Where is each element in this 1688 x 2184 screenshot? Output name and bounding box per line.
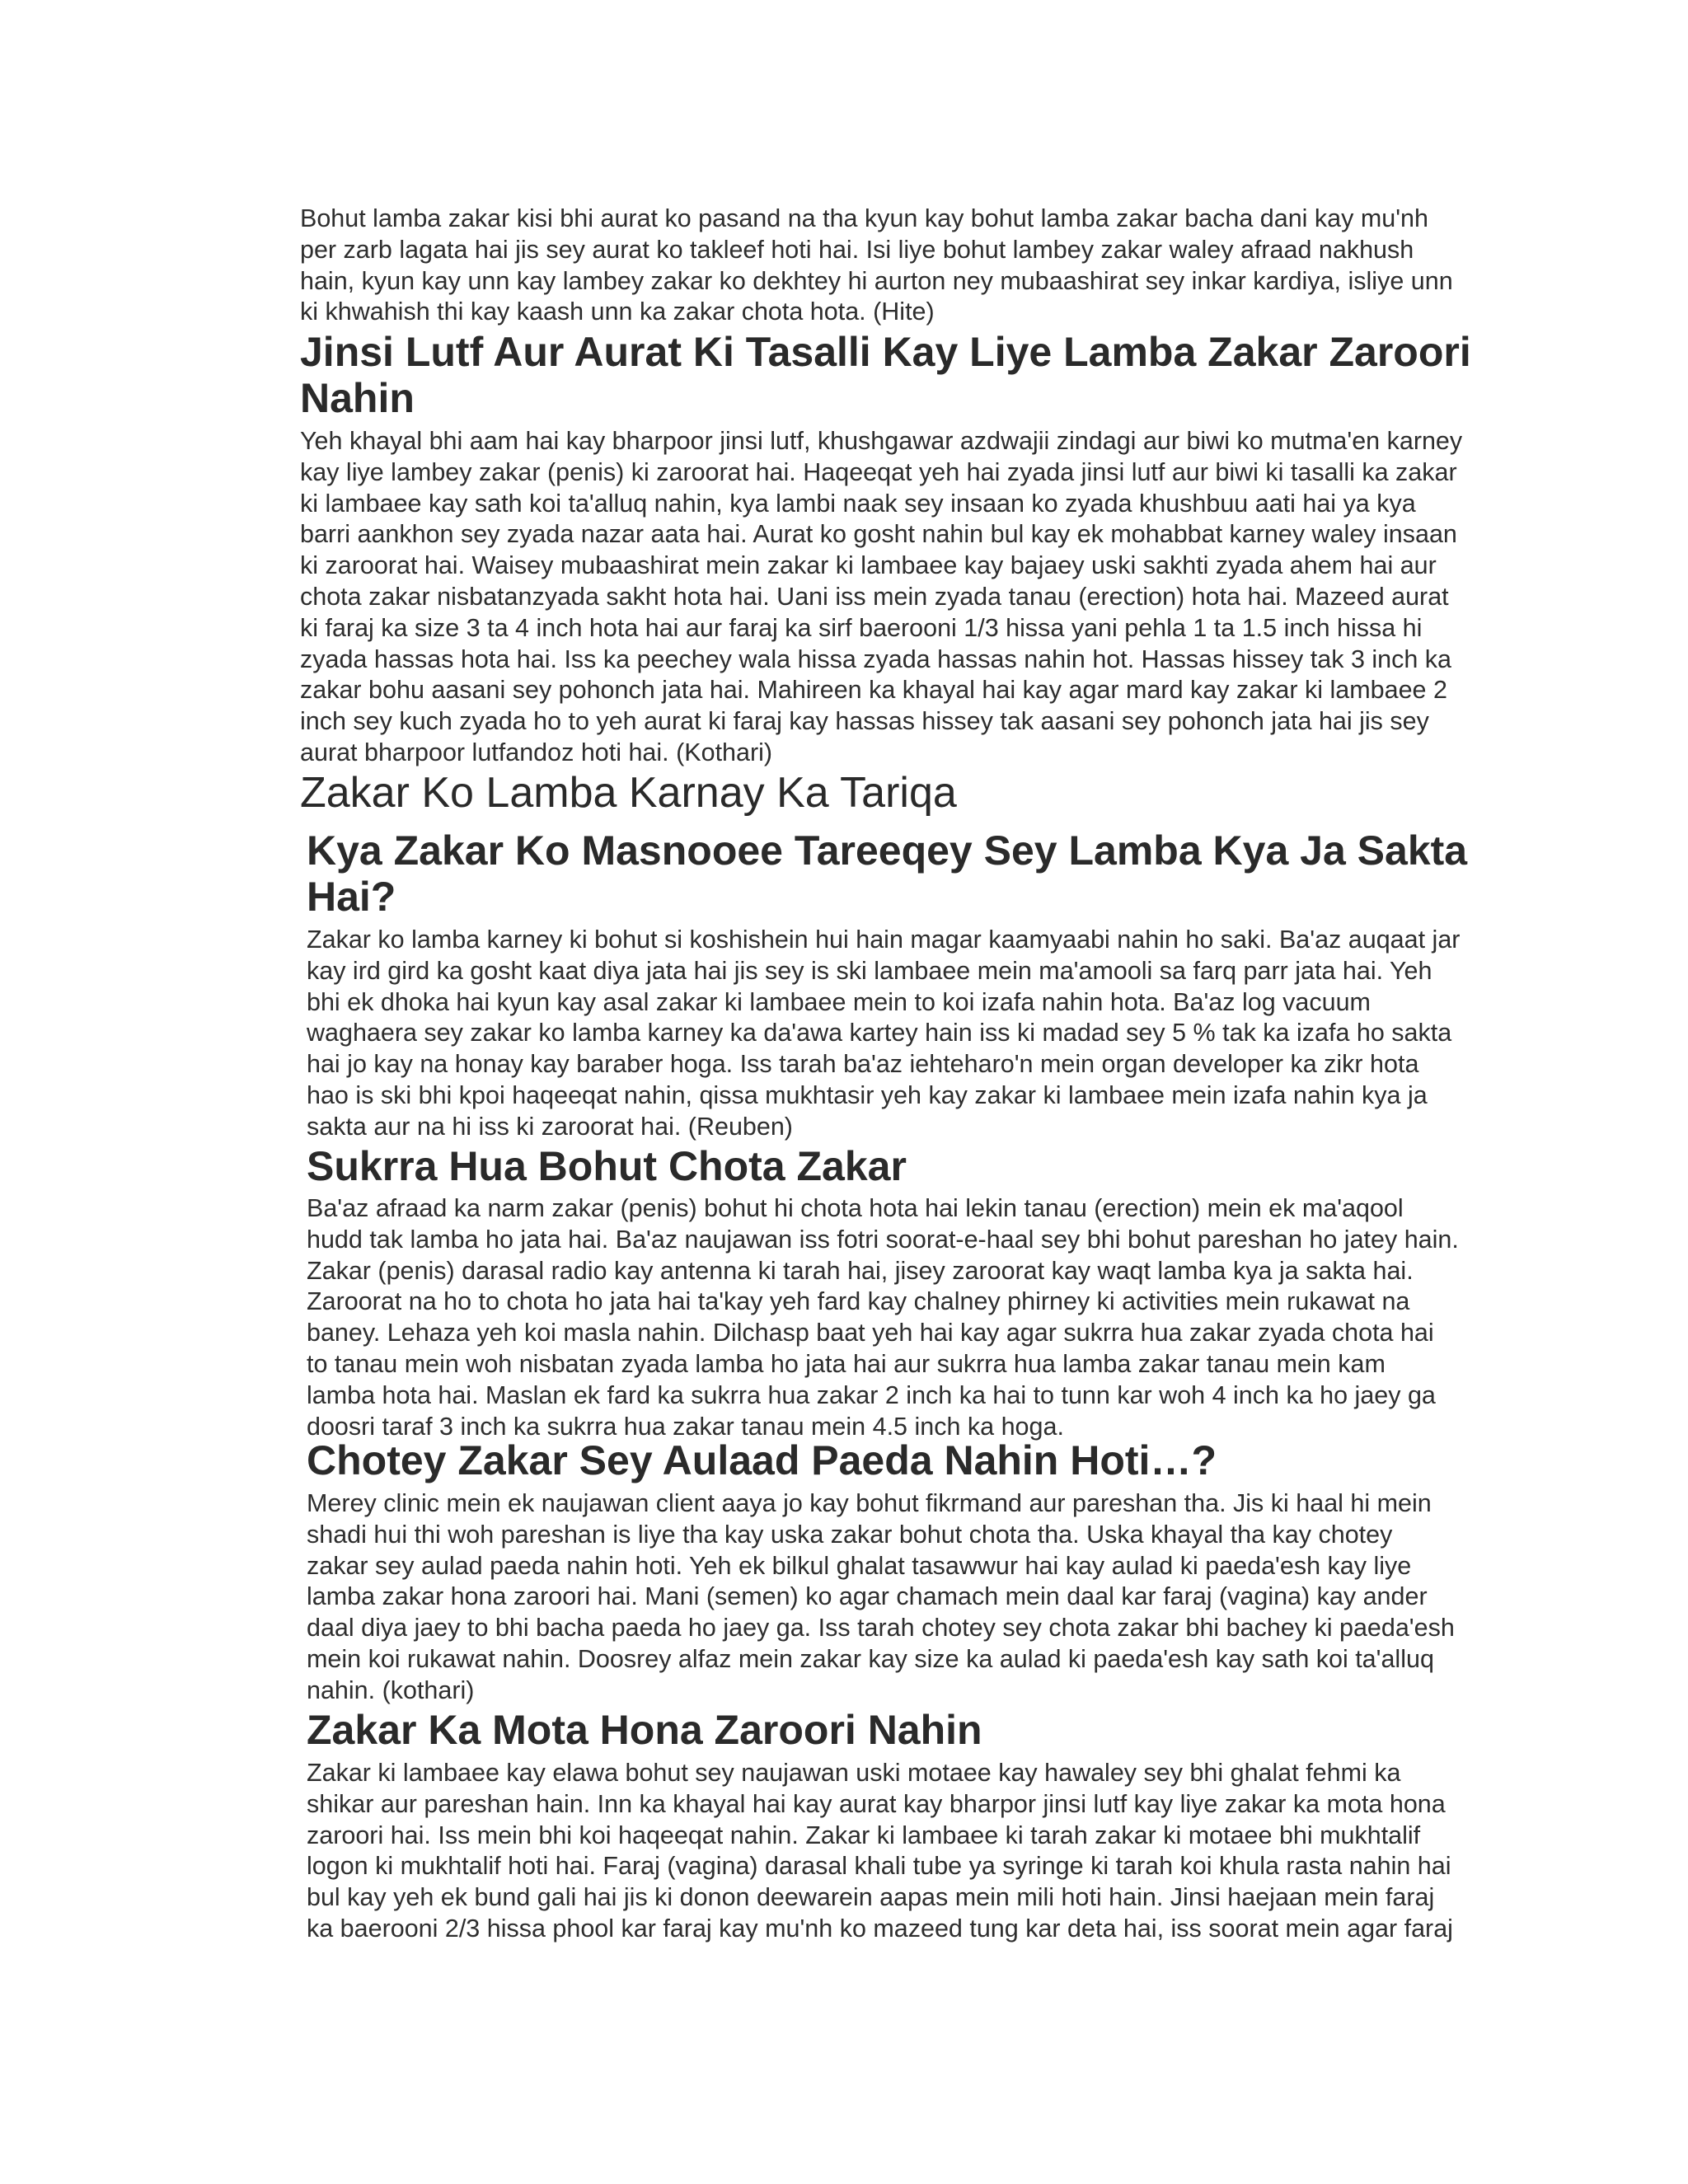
- section-body-masnooee: Zakar ko lamba karney ki bohut si koshishein hui hain magar kaamyaabi nahin ho saki. Ba'az auqaat jar kay ird gird ka gosht kaat diya jata hai jis sey is ski lambaee mein ma'amooli sa farq parr jata hai. Yeh bhi ek dhoka hai kyun kay asal zakar ki lambaee mein to koi izafa nahin hota. Ba'az log vacuum waghaera sey zakar ko lamba karney ka da'awa kartey hain iss ki madad sey 5 % tak ka izafa ho sakta hai jo kay na honay kay baraber hoga. Iss tarah ba'az iehteharo'n mein organ developer ka zikr hota hao is ski bhi kpoi haqeeqat nahin, qissa mukhtasir yeh kay zakar ki lambaee mein izafa nahin kya ja sakta aur na hi iss ki zaroorat hai. (Reuben): [307, 926, 1461, 1141]
- chapter-heading: Zakar Ko Lamba Karnay Ka Tariqa: [300, 769, 957, 817]
- section-heading-sukrra: Sukrra Hua Bohut Chota Zakar: [307, 1143, 907, 1189]
- intro-paragraph: Bohut lamba zakar kisi bhi aurat ko pasand na tha kyun kay bohut lamba zakar bacha dani kay mu'nh per zarb lagata hai jis sey aurat ko takleef hoti hai. Isi liye bohut lambey zakar waley afraad nakhush hain, kyun kay unn kay lambey zakar ko dekhtey hi aurton ney mubaashirat sey inkar kardiya, isliye unn ki khwahish thi kay kaash unn ka zakar chota hota. (Hite): [300, 204, 1453, 326]
- section-heading-aulaad: Chotey Zakar Sey Aulaad Paeda Nahin Hoti…?: [307, 1437, 1217, 1483]
- section-heading-mota: Zakar Ka Mota Hona Zaroori Nahin: [307, 1707, 982, 1753]
- section-heading-masnooee: Kya Zakar Ko Masnooee Tareeqey Sey Lamba Kya Ja Sakta Hai?: [307, 827, 1468, 920]
- section-body-sukrra: Ba'az afraad ka narm zakar (penis) bohut hi chota hota hai lekin tanau (erection) mein ek ma'aqool hudd tak lamba ho jata hai. Ba'az naujawan iss fotri soorat-e-haal sey bhi bohut pareshan ho jatey hain. Zakar (penis) darasal radio kay antenna ki tarah hai, jisey zaroorat kay waqt lamba kya ja sakta hai. Zaroorat na ho to chota ho jata hai ta'kay yeh fard kay chalney phirney ki activities mein rukawat na baney. Lehaza yeh koi masla nahin. Dilchasp baat yeh hai kay agar sukrra hua zakar zyada chota hai to tanau mein woh nisbatan zyada lamba ho jata hai aur sukrra hua lamba zakar tanau mein kam lamba hota hai. Maslan ek fard ka sukrra hua zakar 2 inch ka hai to tunn kar woh 4 inch ka ho jaey ga doosri taraf 3 inch ka sukrra hua zakar tanau mein 4.5 inch ka hoga.: [307, 1194, 1459, 1441]
- section-body-aulaad: Merey clinic mein ek naujawan client aaya jo kay bohut fikrmand aur pareshan tha. Jis ki haal hi mein shadi hui thi woh pareshan is liye tha kay uska zakar bohut chota tha. Uska khayal tha kay chotey zakar sey aulad paeda nahin hoti. Yeh ek bilkul ghalat tasawwur hai kay aulad ki paeda'esh kay liye lamba zakar hona zaroori hai. Mani (semen) ko agar chamach mein daal kar faraj (vagina) kay ander daal diya jaey to bhi bacha paeda ho jaey ga. Iss tarah chotey sey chota zakar bhi bachey ki paeda'esh mein koi rukawat nahin. Doosrey alfaz mein zakar kay size ka aulad ki paeda'esh kay sath koi ta'alluq nahin. (kothari): [307, 1489, 1455, 1704]
- section-body-mota: Zakar ki lambaee kay elawa bohut sey naujawan uski motaee kay hawaley sey bhi ghalat fehmi ka shikar aur pareshan hain. Inn ka khayal hai kay aurat kay bharpor jinsi lutf kay liye zakar ka mota hona zaroori hai. Iss mein bhi koi haqeeqat nahin. Zakar ki lambaee ki tarah zakar ki motaee bhi mukhtalif logon ki mukhtalif hoti hai. Faraj (vagina) darasal khali tube ya syringe ki tarah koi khula rasta nahin hai bul kay yeh ek bund gali hai jis ki donon deewarein aapas mein mili hoti hain. Jinsi haejaan mein faraj ka baerooni 2/3 hissa phool kar faraj kay mu'nh ko mazeed tung kar deta hai, iss soorat mein agar faraj: [307, 1759, 1453, 1943]
- section-heading-jinsi-lutf: Jinsi Lutf Aur Aurat Ki Tasalli Kay Liye Lamba Zakar Zaroori Nahin: [300, 329, 1471, 421]
- section-body-jinsi-lutf: Yeh khayal bhi aam hai kay bharpoor jinsi lutf, khushgawar azdwajii zindagi aur biwi ko mutma'en karney kay liye lambey zakar (penis) ki zaroorat hai. Haqeeqat yeh hai zyada jinsi lutf aur biwi ki tasalli ka zakar ki lambaee kay sath koi ta'alluq nahin, kya lambi naak sey insaan ko zyada khushbuu aati hai ya kya barri aankhon sey zyada nazar aata hai. Aurat ko gosht nahin bul kay ek mohabbat karney waley insaan ki zaroorat hai. Waisey mubaashirat mein zakar ki lambaee kay bajaey uski sakhti zyada ahem hai aur chota zakar nisbatanzyada sakht hota hai. Uani iss mein zyada tanau (erection) hota hai. Mazeed aurat ki faraj ka size 3 ta 4 inch hota hai aur faraj ka sirf baerooni 1/3 hissa yani pehla 1 ta 1.5 inch hissa hi zyada hassas hota hai. Iss ka peechey wala hissa zyada hassas nahin hot. Hassas hissey tak 3 inch ka zakar bohu aasani sey pohonch jata hai. Mahireen ka khayal hai kay agar mard kay zakar ki lambaee 2 inch sey kuch zyada ho to yeh aurat ki faraj kay hassas hissey tak aasani sey pohonch jata hai jis sey aurat bharpoor lutfandoz hoti hai. (Kothari): [300, 427, 1463, 766]
